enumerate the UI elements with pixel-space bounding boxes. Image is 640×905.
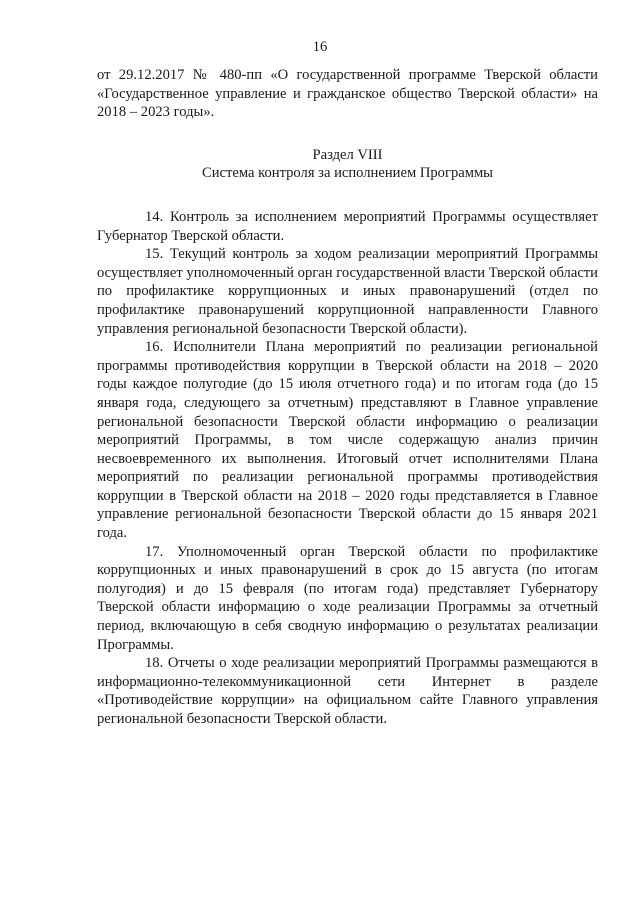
paragraph-number: 18. <box>145 655 164 672</box>
paragraph-number: 15. <box>145 246 164 263</box>
paragraph-text: Исполнители Плана мероприятий по реализации региональной программы противодействия коррупции в Тверской области на 2018 – 2020 годы каждое полугодие (до 15 июля отчетного года) и по итогам года (до 15 января года, следующего за отчетным) представляют в Главное управление региональной безопасности Тверской области информацию о реализации мероприятий Программы, в том числе содержащую анализ причин несвоевременного их выполнения. Итоговый отчет исполнителями Плана мероприятий по реализации региональной программы противодействия коррупции в Тверской области на 2018 – 2020 годы представляется в Главное управление региональной безопасности Тверской области до 15 января 2021 года. <box>97 339 598 542</box>
page-number: 16 <box>312 39 328 55</box>
paragraph-number: 17. <box>145 543 164 560</box>
paragraph-14 <box>97 208 598 245</box>
paragraph-number: 16. <box>145 339 164 356</box>
paragraph-text: Контроль за исполнением мероприятий Программы осуществляет Губернатор Тверской области. <box>97 208 598 244</box>
paragraph-16 <box>97 338 598 543</box>
section-title: Система контроля за исполнением Программы <box>201 165 493 182</box>
paragraph-15 <box>97 245 598 338</box>
intro-paragraph: от 29.12.2017 № 480-пп «О государственной программе Тверской области «Государственное управление и гражданское общество Тверской области» на 2018 – 2023 годы». <box>97 67 598 121</box>
section-label: Раздел VIII <box>312 146 383 163</box>
paragraph-text: Уполномоченный орган Тверской области по профилактике коррупционных и иных правонарушений в срок до 15 августа (по итогам полугодия) и до 15 февраля (по итогам года) представляет Губернатору Тверской области информацию о ходе реализации Программы за отчетный период, включающую в себя сводную информацию о результатах реализации Программы. <box>97 543 598 653</box>
document-body <box>97 66 598 729</box>
paragraph-text: Текущий контроль за ходом реализации мероприятий Программы осуществляет уполномоченный орган государственной власти Тверской области по профилактике коррупционных и иных правонарушений (отдел по профилактике правонарушений коррупционной направленности Главного управления региональной безопасности Тверской области). <box>97 246 598 337</box>
paragraph-18 <box>97 654 598 728</box>
paragraph-number: 14. <box>145 208 164 225</box>
section-heading <box>97 146 598 183</box>
paragraph-text: Отчеты о ходе реализации мероприятий Программы размещаются в информационно-телекоммуникационной сети Интернет в разделе «Противодействие коррупции» на официальном сайте Главного управления региональной безопасности Тверской области. <box>97 655 598 727</box>
paragraph-17 <box>97 543 598 655</box>
